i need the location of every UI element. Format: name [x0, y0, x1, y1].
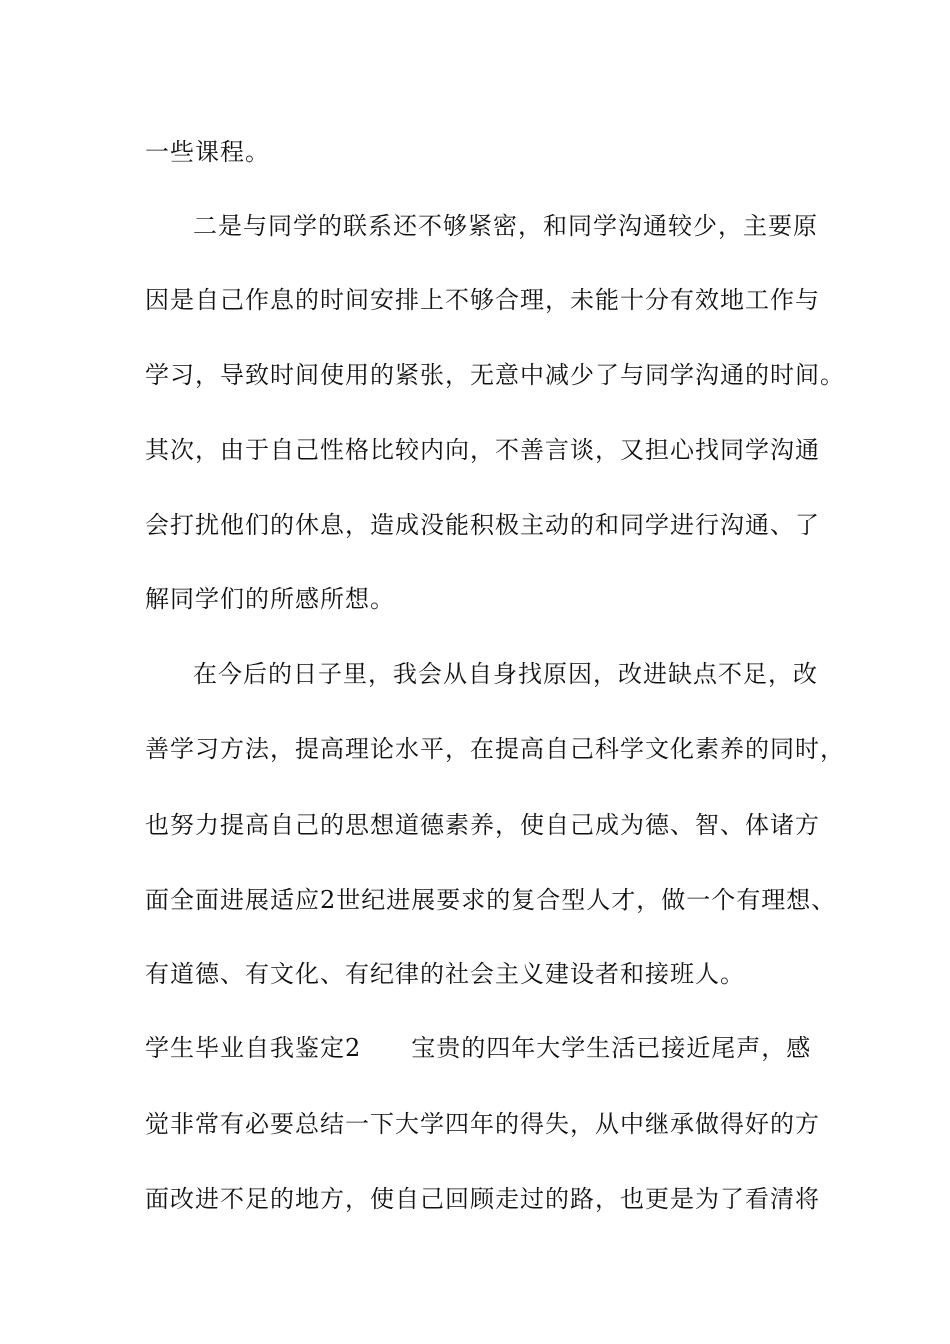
text-line: 在今后的日子里，我会从自身找原因，改进缺点不足，改: [193, 660, 818, 688]
text-line: 觉非常有必要总结一下大学四年的得失，从中继承做得好的方: [145, 1110, 820, 1138]
text-line: 解同学们的所感所想。: [145, 585, 395, 613]
text-line: 一些课程。: [145, 138, 270, 166]
text-line: 会打扰他们的休息，造成没能积极主动的和同学进行沟通、了: [145, 511, 820, 539]
text-line: 也努力提高自己的思想道德素养，使自己成为德、智、体诸方: [145, 811, 820, 839]
text-line: 因是自己作息的时间安排上不够合理，未能十分有效地工作与: [145, 286, 820, 314]
text-line: 学习，导致时间使用的紧张，无意中减少了与同学沟通的时间。: [145, 361, 845, 389]
text-line: 其次，由于自己性格比较内向，不善言谈，又担心找同学沟通: [145, 436, 820, 464]
text-line: 善学习方法，提高理论水平，在提高自己科学文化素养的同时，: [145, 735, 845, 763]
text-line: 面全面进展适应2世纪进展要求的复合型人才，做一个有理想、: [145, 886, 837, 914]
text-line: 有道德、有文化、有纪律的社会主义建设者和接班人。: [145, 960, 745, 988]
section-heading-line: 学生毕业自我鉴定2 宝贵的四年大学生活已接近尾声，感: [145, 1034, 812, 1062]
text-line: 面改进不足的地方，使自己回顾走过的路，也更是为了看清将: [145, 1185, 820, 1213]
text-line: 二是与同学的联系还不够紧密，和同学沟通较少，主要原: [193, 212, 818, 240]
